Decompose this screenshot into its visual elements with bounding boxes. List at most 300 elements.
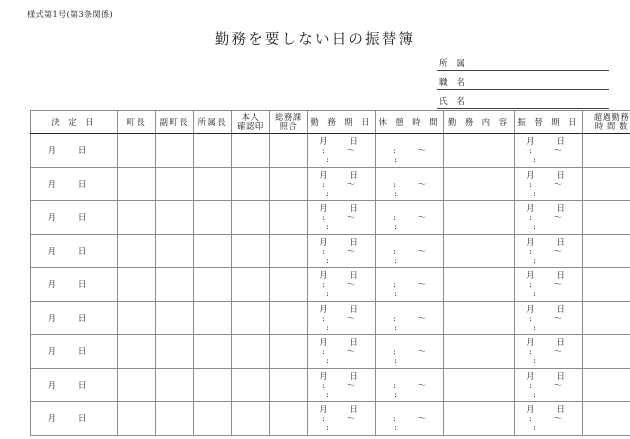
cell-general-affairs[interactable] <box>270 368 308 402</box>
month-mark: 月 <box>47 312 56 323</box>
cell-division-head[interactable] <box>194 268 232 302</box>
colon-mark: : <box>321 245 325 256</box>
cell-decision-date[interactable] <box>31 201 118 235</box>
substitute-date-line3 <box>515 189 582 198</box>
work-date-line2 <box>308 381 375 390</box>
cell-break-time[interactable] <box>376 368 444 402</box>
cell-general-affairs[interactable] <box>270 134 308 168</box>
work-date-line3 <box>308 222 375 231</box>
cell-self-seal[interactable] <box>232 368 270 402</box>
break-time-line3 <box>376 155 443 164</box>
cell-deputy-mayor[interactable] <box>156 402 194 436</box>
colon-mark: : <box>326 321 329 332</box>
colon-mark: : <box>528 312 532 323</box>
substitute-date-line2 <box>515 314 582 323</box>
identity-field-name[interactable] <box>437 92 609 109</box>
work-date-line3 <box>308 423 375 432</box>
work-date-line1 <box>308 271 375 280</box>
colon-mark: : <box>394 321 397 332</box>
cell-break-time[interactable] <box>376 234 444 268</box>
cell-self-seal[interactable] <box>232 268 270 302</box>
day-mark: 日 <box>349 337 358 348</box>
identity-label-affiliation: 所 属 <box>439 59 468 69</box>
cell-deputy-mayor[interactable] <box>156 368 194 402</box>
colon-mark: : <box>394 422 397 433</box>
cell-work-date[interactable] <box>308 234 376 268</box>
tilde-mark: 〜 <box>346 413 356 424</box>
colon-mark: : <box>326 355 329 366</box>
colon-mark: : <box>321 178 325 189</box>
header-break-time <box>376 111 444 134</box>
break-time-marks <box>376 236 443 266</box>
cell-overtime-hours[interactable] <box>583 402 630 436</box>
colon-mark: : <box>321 346 325 357</box>
tilde-mark: 〜 <box>417 212 427 223</box>
cell-value <box>270 335 307 368</box>
cell-value <box>232 302 269 335</box>
cell-value <box>583 268 630 301</box>
substitute-date-line3 <box>515 256 582 265</box>
cell-value <box>270 134 307 167</box>
day-mark: 日 <box>78 178 87 189</box>
cell-substitute-date[interactable] <box>515 335 583 369</box>
cell-division-head[interactable] <box>194 335 232 369</box>
substitute-date-line3 <box>515 390 582 399</box>
substitute-date-line1 <box>515 405 582 414</box>
tilde-mark: 〜 <box>417 312 427 323</box>
work-date-line3 <box>308 189 375 198</box>
break-time-line2 <box>376 180 443 189</box>
cell-self-seal[interactable] <box>232 335 270 369</box>
cell-value <box>118 168 155 201</box>
day-mark: 日 <box>78 212 87 223</box>
month-mark: 月 <box>526 270 535 281</box>
break-time-line3 <box>376 222 443 231</box>
cell-work-content[interactable] <box>444 268 515 302</box>
work-date-marks <box>308 236 375 266</box>
work-date-line3 <box>308 323 375 332</box>
colon-mark: : <box>326 422 329 433</box>
cell-deputy-mayor[interactable] <box>156 134 194 168</box>
cell-break-time[interactable] <box>376 201 444 235</box>
colon-mark: : <box>392 245 396 256</box>
cell-substitute-date[interactable] <box>515 167 583 201</box>
work-date-line3 <box>308 155 375 164</box>
substitute-date-marks <box>515 336 582 366</box>
day-mark: 日 <box>349 236 358 247</box>
month-mark: 月 <box>526 136 535 147</box>
month-mark: 月 <box>526 169 535 180</box>
cell-value <box>444 134 514 167</box>
substitute-date-marks <box>515 202 582 232</box>
cell-value <box>118 235 155 268</box>
cell-overtime-hours[interactable] <box>583 335 630 369</box>
cell-self-seal[interactable] <box>232 134 270 168</box>
cell-value <box>156 201 193 234</box>
cell-deputy-mayor[interactable] <box>156 201 194 235</box>
cell-self-seal[interactable] <box>232 301 270 335</box>
colon-mark: : <box>326 187 329 198</box>
cell-work-date[interactable] <box>308 301 376 335</box>
cell-mayor[interactable] <box>118 301 156 335</box>
cell-value <box>270 201 307 234</box>
colon-mark: : <box>533 154 536 165</box>
cell-mayor[interactable] <box>118 134 156 168</box>
work-date-line3 <box>308 256 375 265</box>
substitute-date-line3 <box>515 423 582 432</box>
cell-mayor[interactable] <box>118 201 156 235</box>
table-row <box>31 368 630 402</box>
month-mark: 月 <box>526 236 535 247</box>
cell-value <box>444 268 514 301</box>
month-mark: 月 <box>526 337 535 348</box>
cell-deputy-mayor[interactable] <box>156 167 194 201</box>
substitute-date-marks <box>515 370 582 400</box>
tilde-mark: 〜 <box>417 178 427 189</box>
cell-decision-date[interactable] <box>31 134 118 168</box>
cell-division-head[interactable] <box>194 402 232 436</box>
break-time-line1 <box>376 238 443 247</box>
cell-value <box>156 168 193 201</box>
cell-overtime-hours[interactable] <box>583 268 630 302</box>
cell-decision-date[interactable] <box>31 268 118 302</box>
cell-general-affairs[interactable] <box>270 301 308 335</box>
tilde-mark: 〜 <box>417 279 427 290</box>
work-date-marks <box>308 370 375 400</box>
break-time-marks <box>376 303 443 333</box>
identity-label-job-title: 職 名 <box>439 78 468 88</box>
work-date-line2 <box>308 347 375 356</box>
month-mark: 月 <box>47 212 56 223</box>
cell-general-affairs[interactable] <box>270 234 308 268</box>
decision-date-marks <box>31 245 117 257</box>
identity-field-affiliation[interactable] <box>437 54 609 71</box>
break-time-line3 <box>376 189 443 198</box>
colon-mark: : <box>321 413 325 424</box>
break-time-marks <box>376 269 443 299</box>
cell-work-date[interactable] <box>308 167 376 201</box>
substitute-date-line2 <box>515 280 582 289</box>
cell-break-time[interactable] <box>376 402 444 436</box>
cell-substitute-date[interactable] <box>515 402 583 436</box>
cell-work-content[interactable] <box>444 402 515 436</box>
header-self-seal-line2: 確認印 <box>237 121 264 131</box>
substitute-date-line2 <box>515 347 582 356</box>
day-mark: 日 <box>78 145 87 156</box>
cell-mayor[interactable] <box>118 402 156 436</box>
substitute-date-line2 <box>515 213 582 222</box>
header-overtime-hours <box>583 111 630 134</box>
cell-self-seal[interactable] <box>232 167 270 201</box>
colon-mark: : <box>533 422 536 433</box>
header-division-head <box>194 111 232 134</box>
cell-deputy-mayor[interactable] <box>156 268 194 302</box>
substitute-date-line1 <box>515 271 582 280</box>
substitute-date-marks <box>515 169 582 199</box>
cell-decision-date[interactable] <box>31 402 118 436</box>
cell-overtime-hours[interactable] <box>583 234 630 268</box>
cell-substitute-date[interactable] <box>515 234 583 268</box>
cell-substitute-date[interactable] <box>515 201 583 235</box>
cell-value <box>194 302 231 335</box>
identity-label-name: 氏 名 <box>439 97 468 107</box>
identity-value-job-title[interactable] <box>473 78 609 89</box>
day-mark: 日 <box>78 245 87 256</box>
header-general-affairs-line2: 照合 <box>279 121 298 131</box>
colon-mark: : <box>528 212 532 223</box>
cell-break-time[interactable] <box>376 167 444 201</box>
cell-overtime-hours[interactable] <box>583 167 630 201</box>
cell-division-head[interactable] <box>194 201 232 235</box>
cell-substitute-date[interactable] <box>515 268 583 302</box>
break-time-line3 <box>376 289 443 298</box>
cell-division-head[interactable] <box>194 134 232 168</box>
cell-mayor[interactable] <box>118 234 156 268</box>
substitute-date-line2 <box>515 247 582 256</box>
break-time-line1 <box>376 405 443 414</box>
colon-mark: : <box>533 288 536 299</box>
cell-work-content[interactable] <box>444 301 515 335</box>
header-mayor-label: 町長 <box>126 116 147 127</box>
break-time-line2 <box>376 213 443 222</box>
table-row <box>31 268 630 302</box>
tilde-mark: 〜 <box>417 379 427 390</box>
month-mark: 月 <box>319 303 328 314</box>
cell-self-seal[interactable] <box>232 234 270 268</box>
cell-value <box>232 201 269 234</box>
tilde-mark: 〜 <box>553 279 563 290</box>
day-mark: 日 <box>78 413 87 424</box>
cell-work-content[interactable] <box>444 368 515 402</box>
cell-break-time[interactable] <box>376 268 444 302</box>
month-mark: 月 <box>526 203 535 214</box>
colon-mark: : <box>321 145 325 156</box>
cell-work-content[interactable] <box>444 134 515 168</box>
cell-deputy-mayor[interactable] <box>156 335 194 369</box>
cell-value <box>444 168 514 201</box>
cell-work-content[interactable] <box>444 335 515 369</box>
work-date-line2 <box>308 247 375 256</box>
cell-value <box>232 402 269 435</box>
cell-break-time[interactable] <box>376 335 444 369</box>
cell-value <box>232 369 269 402</box>
tilde-mark: 〜 <box>346 178 356 189</box>
colon-mark: : <box>533 355 536 366</box>
cell-division-head[interactable] <box>194 234 232 268</box>
colon-mark: : <box>528 379 532 390</box>
cell-value <box>118 402 155 435</box>
work-date-marks <box>308 336 375 366</box>
header-overtime-hours-line1: 超過勤務 <box>593 111 630 122</box>
cell-overtime-hours[interactable] <box>583 301 630 335</box>
cell-break-time[interactable] <box>376 301 444 335</box>
header-substitute-date <box>515 111 583 134</box>
work-date-line2 <box>308 146 375 155</box>
cell-mayor[interactable] <box>118 335 156 369</box>
colon-mark: : <box>394 388 397 399</box>
cell-decision-date[interactable] <box>31 368 118 402</box>
cell-overtime-hours[interactable] <box>583 368 630 402</box>
work-date-marks <box>308 403 375 433</box>
cell-value <box>232 335 269 368</box>
colon-mark: : <box>533 254 536 265</box>
cell-decision-date[interactable] <box>31 301 118 335</box>
table-row <box>31 402 630 436</box>
colon-mark: : <box>394 187 397 198</box>
cell-work-content[interactable] <box>444 234 515 268</box>
decision-date-marks <box>31 144 117 156</box>
cell-work-date[interactable] <box>308 134 376 168</box>
day-mark: 日 <box>78 312 87 323</box>
cell-work-date[interactable] <box>308 368 376 402</box>
cell-decision-date[interactable] <box>31 234 118 268</box>
colon-mark: : <box>392 312 396 323</box>
cell-decision-date[interactable] <box>31 167 118 201</box>
cell-self-seal[interactable] <box>232 402 270 436</box>
cell-value <box>583 335 630 368</box>
substitute-date-line1 <box>515 372 582 381</box>
decision-date-marks <box>31 379 117 391</box>
tilde-mark: 〜 <box>346 245 356 256</box>
work-date-line1 <box>308 372 375 381</box>
colon-mark: : <box>528 279 532 290</box>
identity-value-name[interactable] <box>473 97 609 108</box>
cell-value <box>194 335 231 368</box>
cell-overtime-hours[interactable] <box>583 134 630 168</box>
cell-value <box>118 335 155 368</box>
month-mark: 月 <box>319 270 328 281</box>
tilde-mark: 〜 <box>417 245 427 256</box>
decision-date-marks <box>31 211 117 223</box>
cell-value <box>270 302 307 335</box>
colon-mark: : <box>528 145 532 156</box>
cell-overtime-hours[interactable] <box>583 201 630 235</box>
cell-work-content[interactable] <box>444 201 515 235</box>
cell-mayor[interactable] <box>118 368 156 402</box>
header-mayor <box>118 111 156 134</box>
month-mark: 月 <box>47 245 56 256</box>
colon-mark: : <box>533 187 536 198</box>
cell-value <box>270 168 307 201</box>
cell-value <box>118 268 155 301</box>
cell-mayor[interactable] <box>118 268 156 302</box>
header-deputy-mayor <box>156 111 194 134</box>
cell-mayor[interactable] <box>118 167 156 201</box>
cell-value <box>583 369 630 402</box>
break-time-marks <box>376 202 443 232</box>
tilde-mark: 〜 <box>553 178 563 189</box>
cell-work-content[interactable] <box>444 167 515 201</box>
table-row <box>31 201 630 235</box>
tilde-mark: 〜 <box>553 312 563 323</box>
work-date-line1 <box>308 137 375 146</box>
day-mark: 日 <box>556 303 565 314</box>
cell-self-seal[interactable] <box>232 201 270 235</box>
month-mark: 月 <box>526 303 535 314</box>
decision-date-marks <box>31 278 117 290</box>
table-row <box>31 335 630 369</box>
cell-value <box>156 402 193 435</box>
cell-general-affairs[interactable] <box>270 201 308 235</box>
colon-mark: : <box>392 178 396 189</box>
colon-mark: : <box>392 413 396 424</box>
cell-value <box>444 402 514 435</box>
cell-value <box>194 402 231 435</box>
cell-general-affairs[interactable] <box>270 268 308 302</box>
cell-division-head[interactable] <box>194 368 232 402</box>
substitute-date-line1 <box>515 171 582 180</box>
cell-work-date[interactable] <box>308 201 376 235</box>
break-time-marks <box>376 403 443 433</box>
cell-division-head[interactable] <box>194 301 232 335</box>
cell-decision-date[interactable] <box>31 335 118 369</box>
month-mark: 月 <box>319 203 328 214</box>
work-date-line1 <box>308 405 375 414</box>
colon-mark: : <box>392 279 396 290</box>
month-mark: 月 <box>319 136 328 147</box>
cell-value <box>232 268 269 301</box>
work-date-marks <box>308 202 375 232</box>
day-mark: 日 <box>78 346 87 357</box>
table-row <box>31 234 630 268</box>
cell-deputy-mayor[interactable] <box>156 234 194 268</box>
cell-value <box>583 201 630 234</box>
cell-value <box>156 268 193 301</box>
cell-value <box>270 369 307 402</box>
table-header-row <box>31 111 630 134</box>
cell-division-head[interactable] <box>194 167 232 201</box>
cell-deputy-mayor[interactable] <box>156 301 194 335</box>
cell-value <box>194 369 231 402</box>
cell-general-affairs[interactable] <box>270 335 308 369</box>
cell-general-affairs[interactable] <box>270 167 308 201</box>
cell-break-time[interactable] <box>376 134 444 168</box>
day-mark: 日 <box>349 169 358 180</box>
tilde-mark: 〜 <box>346 279 356 290</box>
colon-mark: : <box>528 346 532 357</box>
colon-mark: : <box>392 145 396 156</box>
cell-substitute-date[interactable] <box>515 134 583 168</box>
substitute-date-line1 <box>515 137 582 146</box>
cell-value <box>118 201 155 234</box>
cell-work-date[interactable] <box>308 335 376 369</box>
cell-substitute-date[interactable] <box>515 301 583 335</box>
day-mark: 日 <box>349 270 358 281</box>
cell-work-date[interactable] <box>308 268 376 302</box>
break-time-marks <box>376 336 443 366</box>
table-row <box>31 167 630 201</box>
tilde-mark: 〜 <box>346 346 356 357</box>
substitution-register-table <box>30 110 630 436</box>
cell-value <box>118 369 155 402</box>
tilde-mark: 〜 <box>553 245 563 256</box>
tilde-mark: 〜 <box>417 346 427 357</box>
identity-value-affiliation[interactable] <box>473 59 609 70</box>
cell-general-affairs[interactable] <box>270 402 308 436</box>
cell-value <box>194 235 231 268</box>
work-date-line1 <box>308 305 375 314</box>
month-mark: 月 <box>47 379 56 390</box>
identity-field-job-title[interactable] <box>437 73 609 90</box>
substitute-date-line2 <box>515 146 582 155</box>
header-work-content-label: 勤 務 内 容 <box>447 116 511 127</box>
cell-work-date[interactable] <box>308 402 376 436</box>
cell-value <box>583 134 630 167</box>
cell-substitute-date[interactable] <box>515 368 583 402</box>
break-time-line1 <box>376 137 443 146</box>
work-date-line1 <box>308 338 375 347</box>
cell-value <box>583 235 630 268</box>
